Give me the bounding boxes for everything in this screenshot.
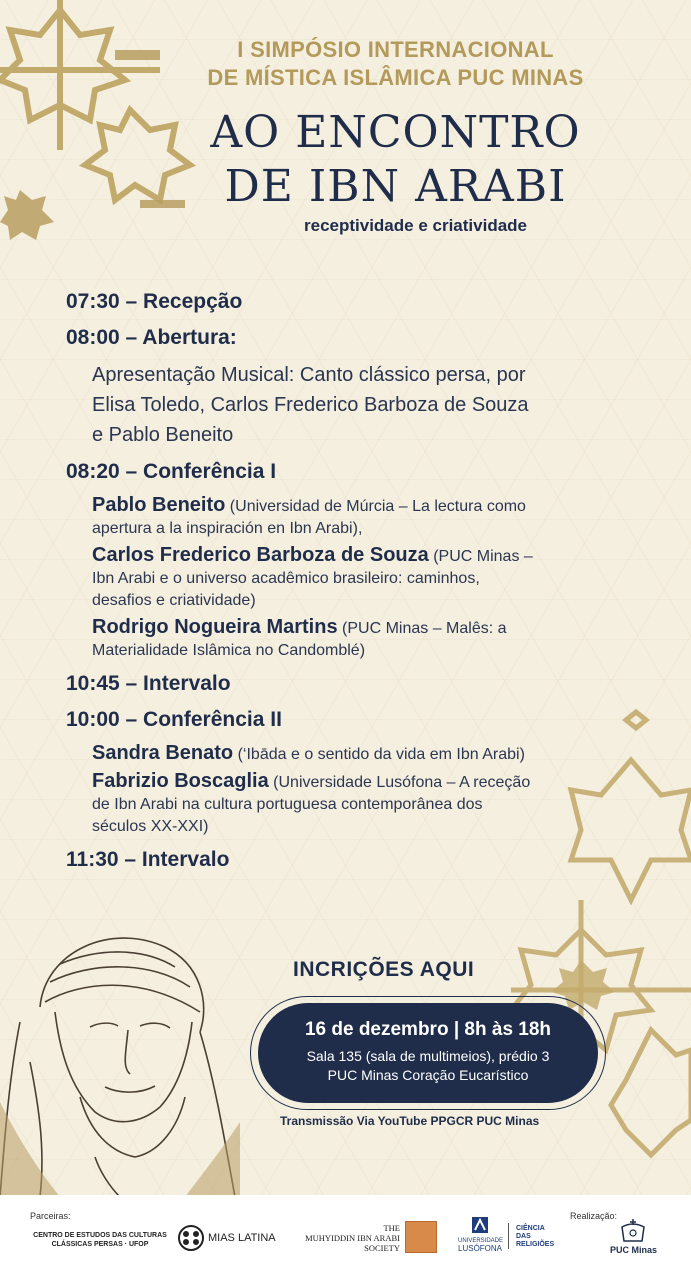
logo-text: CIÊNCIA: [516, 1225, 545, 1232]
ibn-arabi-society-emblem: [405, 1221, 437, 1253]
stream-info: Transmissão Via YouTube PPGCR PUC Minas: [280, 1114, 540, 1128]
speaker-talk: Materialidade Islâmica no Candomblé): [92, 642, 366, 659]
logo-divider: [508, 1223, 509, 1249]
speaker-name: Fabrizio Boscaglia: [92, 770, 269, 792]
speaker-entry: [92, 494, 656, 540]
symposium-kicker-1: I SIMPÓSIO INTERNACIONAL: [237, 37, 554, 62]
event-campus: PUC Minas Coração Eucarístico: [327, 1067, 529, 1083]
event-room: Sala 135 (sala de multimeios), prédio 3: [306, 1048, 550, 1064]
speaker-entry: [92, 544, 656, 612]
organizer-label: Realização:: [570, 1211, 618, 1221]
event-date: 16 de dezembro | 8h às 18h: [304, 1019, 552, 1040]
speaker-talk: desafios e criatividade): [92, 592, 256, 609]
schedule-slot-reception: 07:30 – Recepção: [66, 290, 243, 313]
speaker-name: Carlos Frederico Barboza de Souza: [92, 544, 429, 566]
conference-2-speakers: [92, 742, 656, 838]
opening-detail-line: Elisa Toledo, Carlos Frederico Barboza de Souza: [92, 394, 529, 416]
speaker-entry: [92, 770, 656, 838]
symposium-kicker-2: DE MÍSTICA ISLÂMICA PUC MINAS: [207, 65, 584, 90]
speaker-entry: [92, 616, 656, 662]
speaker-talk: (Universidad de Múrcia – La lectura como: [225, 498, 526, 515]
speaker-talk: (Universidade Lusófona – A receção: [268, 774, 531, 791]
speaker-name: Sandra Benato: [92, 742, 234, 764]
logo-text: RELIGIÕES: [516, 1241, 555, 1248]
speaker-talk: Ibn Arabi e o universo acadêmico brasileiro: caminhos,: [92, 570, 480, 587]
schedule-slot-break-1: 10:45 – Intervalo: [66, 672, 231, 695]
speaker-talk: séculos XX-XXI): [92, 818, 209, 835]
registration-title[interactable]: INCRIÇÕES AQUI: [293, 958, 475, 981]
logo-mias-latina: MIAS LATINA: [208, 1232, 276, 1244]
mias-latina-icon: [178, 1225, 204, 1251]
logo-text: CLÁSSICAS PERSAS · UFOP: [51, 1241, 149, 1248]
event-info-box: [258, 1003, 598, 1103]
schedule-slot-break-2: 11:30 – Intervalo: [66, 848, 230, 871]
logo-text: MUHYIDDIN IBN ARABI: [305, 1233, 400, 1243]
logo-lusofona: [458, 1237, 502, 1253]
opening-detail-line: e Pablo Beneito: [92, 424, 234, 446]
partners-label: Parceiras:: [30, 1211, 71, 1221]
logo-text: SOCIETY: [364, 1243, 400, 1253]
event-title-2: DE IBN ARABI: [224, 161, 567, 212]
schedule: [66, 288, 656, 882]
speaker-talk: (PUC Minas –: [428, 548, 533, 565]
logo-ibn-arabi-society: [284, 1223, 400, 1253]
opening-detail: [92, 360, 656, 450]
logo-text: CENTRO DE ESTUDOS DAS CULTURAS: [33, 1232, 167, 1239]
logo-text: THE: [383, 1223, 400, 1233]
logo-text: UNIVERSIDADE: [458, 1238, 504, 1244]
speaker-name: Rodrigo Nogueira Martins: [92, 616, 338, 638]
lusofona-emblem-icon: [470, 1215, 490, 1235]
puc-minas-crest-icon: [618, 1217, 648, 1243]
schedule-slot-opening: 08:00 – Abertura:: [66, 326, 237, 349]
schedule-slot-conference-1: 08:20 – Conferência I: [66, 460, 277, 483]
logo-text: LUSÓFONA: [458, 1244, 503, 1253]
event-subtitle: receptividade e criatividade: [304, 216, 527, 235]
speaker-entry: [92, 742, 656, 766]
speaker-talk: (PUC Minas – Malês: a: [337, 620, 507, 637]
schedule-slot-conference-2: 10:00 – Conferência II: [66, 708, 282, 731]
event-header: [0, 36, 691, 236]
speaker-talk: apertura a la inspiración en Ibn Arabi),: [92, 520, 363, 537]
speaker-talk: (‘Ibāda e o sentido da vida em Ibn Arabi): [233, 746, 525, 763]
logo-cecp-ufop: [30, 1231, 170, 1249]
logo-ciencia-das-religioes: [516, 1225, 554, 1249]
opening-detail-line: Apresentação Musical: Canto clássico persa, por: [92, 364, 526, 386]
sponsors-footer: [0, 1195, 691, 1280]
logo-puc-minas: PUC Minas: [610, 1245, 658, 1255]
event-title-1: AO ENCONTRO: [210, 107, 581, 158]
speaker-name: Pablo Beneito: [92, 494, 226, 516]
ibn-arabi-portrait: [0, 912, 240, 1197]
conference-1-speakers: [92, 494, 656, 662]
speaker-talk: de Ibn Arabi na cultura portuguesa contemporânea dos: [92, 796, 483, 813]
logo-text: DAS: [516, 1233, 531, 1240]
